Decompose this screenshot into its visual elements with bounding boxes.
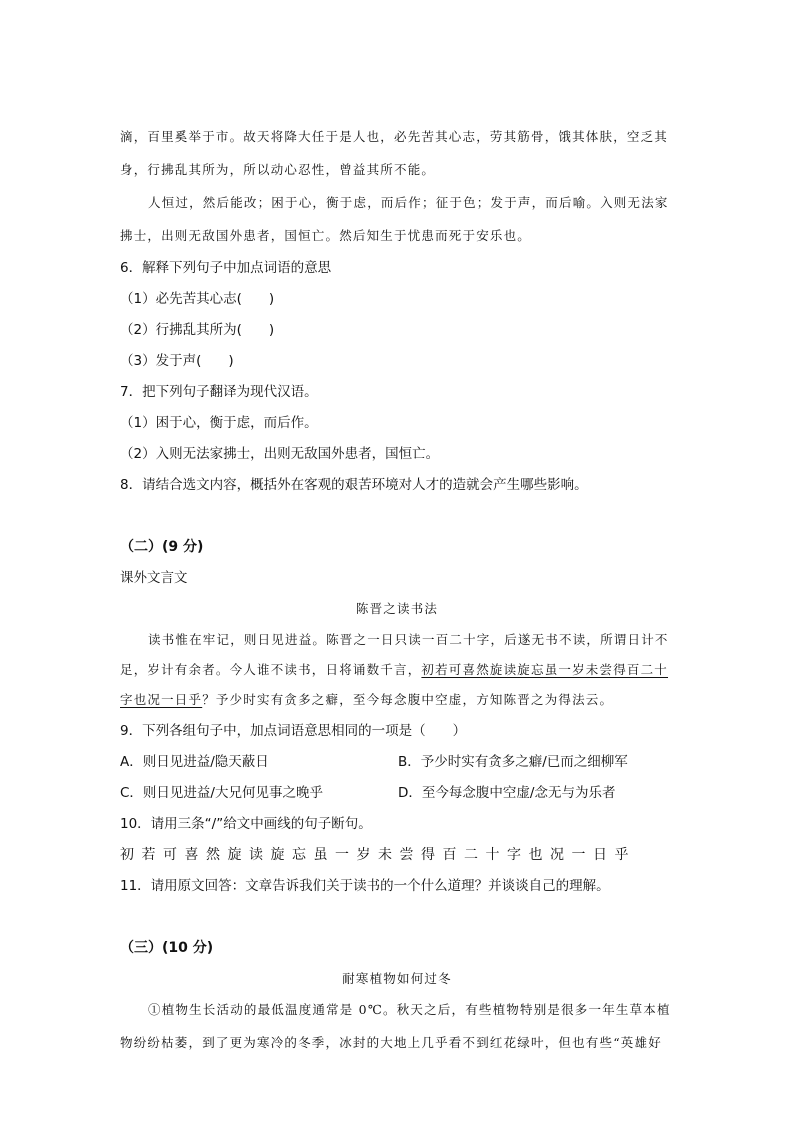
question-6-item-1: （1）必先苦其心志( )	[120, 291, 275, 307]
question-9-option-d: D．至今每念腹中空虚/念无与为乐者	[398, 785, 616, 801]
section-2-para-text: ？予少时实有贪多之癖，至今每念腹中空虚，方知陈晋之为得法云。	[202, 692, 614, 707]
section-2-title: 陈晋之读书法	[355, 601, 439, 616]
question-9-stem: 9．下列各组句子中，加点词语意思相同的一项是（ ）	[120, 723, 467, 739]
passage-line-2: 身，行拂乱其所为，所以动心忍性，曾益其所不能。	[120, 162, 436, 177]
section-2-para-text: 足，岁计有余者。今人谁不读书，日将诵数千言，	[120, 662, 422, 677]
underlined-sentence-part-1: 初若可喜然旋读旋忘虽一岁未尝得百二十	[421, 662, 669, 677]
question-10-sentence: 初若可喜然旋读旋忘虽一岁未尝得百二十字也况一日乎	[120, 847, 636, 863]
question-7-stem: 7．把下列句子翻译为现代汉语。	[120, 384, 318, 400]
section-2-heading: （二）(9 分)	[120, 539, 204, 555]
question-10-stem: 10．请用三条“/”给文中画线的句子断句。	[120, 816, 372, 832]
section-2-para-line-2	[120, 660, 668, 680]
question-6-item-2: （2）行拂乱其所为( )	[120, 322, 275, 338]
underlined-sentence-part-2: 字也况一日乎	[120, 692, 203, 707]
question-9-option-c: C．则日见进益/大兄何见事之晚乎	[120, 785, 323, 801]
section-3-para-line-2: 物纷纷枯萎，到了更为寒冷的冬季，冰封的大地上几乎看不到红花绿叶，但也有些“英雄好	[120, 1035, 662, 1050]
passage-line-1: 滴，百里奚举于市。故天将降大任于是人也，必先苦其心志，劳其筋骨，饿其体肤，空乏其	[120, 129, 669, 144]
question-7-item-1: （1）困于心，衡于虑，而后作。	[120, 415, 318, 431]
section-2-para-line-1: 读书惟在牢记，则日见进益。陈晋之一日只读一百二十字，后遂无书不读，所谓日计不	[148, 632, 669, 647]
passage-line-3: 人恒过，然后能改；困于心，衡于虑，而后作；征于色；发于声，而后喻。入则无法家	[148, 195, 669, 210]
question-7-item-2: （2）入则无法家拂士，出则无敌国外患者，国恒亡。	[120, 446, 440, 462]
question-11: 11．请用原文回答：文章告诉我们关于读书的一个什么道理？并谈谈自己的理解。	[120, 878, 610, 894]
section-3-title: 耐寒植物如何过冬	[342, 971, 452, 986]
section-2-para-line-3	[120, 690, 613, 710]
question-8: 8．请结合选文内容，概括外在客观的艰苦环境对人才的造就会产生哪些影响。	[120, 477, 588, 493]
question-9-option-a: A．则日见进益/隐天蔽日	[120, 754, 269, 770]
question-6-stem: 6．解释下列句子中加点词语的意思	[120, 260, 332, 276]
section-3-para-line-1: ①植物生长活动的最低温度通常是 0℃。秋天之后，有些植物特别是很多一年生草本植	[148, 1002, 671, 1017]
section-2-subheading: 课外文言文	[120, 570, 188, 586]
question-6-item-3: （3）发于声( )	[120, 353, 234, 369]
passage-line-4: 拂士，出则无敌国外患者，国恒亡。然后知生于忧患而死于安乐也。	[120, 228, 532, 243]
question-9-option-b: B．予少时实有贪多之癖/已而之细柳军	[398, 754, 628, 770]
section-3-heading: （三）(10 分)	[120, 940, 214, 956]
